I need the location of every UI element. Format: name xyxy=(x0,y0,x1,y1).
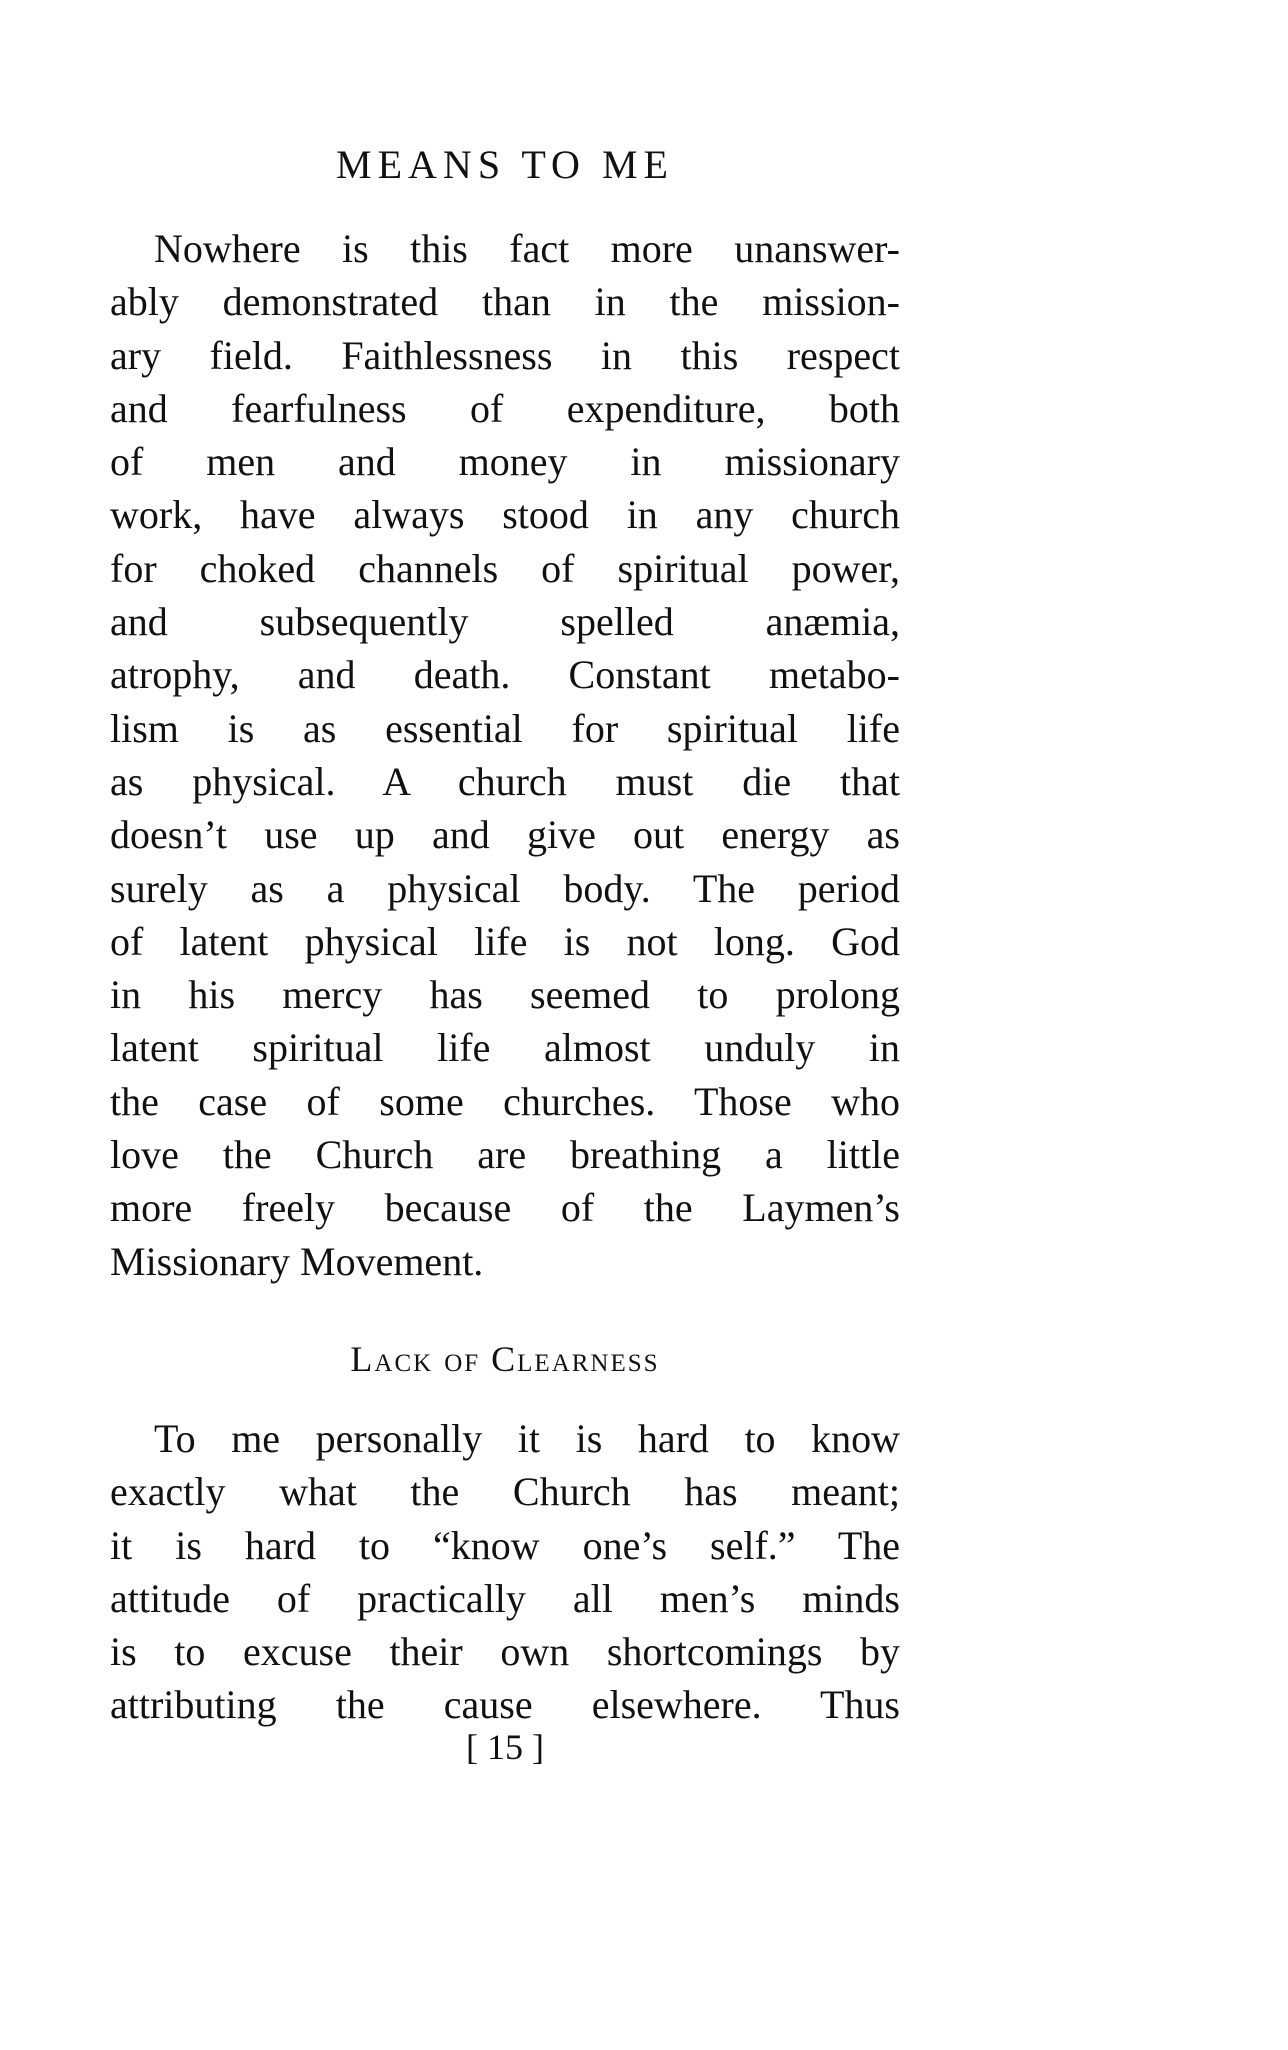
text-line: attitude of practically all men’s minds xyxy=(110,1575,900,1621)
text-line: in his mercy has seemed to prolong xyxy=(110,972,900,1018)
text-line: lism is as essential for spiritual life xyxy=(110,705,900,751)
text-line: of latent physical life is not long. God xyxy=(110,918,900,964)
text-line: atrophy, and death. Constant metabo- xyxy=(110,652,900,698)
text-line: work, have always stood in any church xyxy=(110,492,900,538)
text-line: attributing the cause elsewhere. Thus xyxy=(110,1682,900,1728)
text-line: ably demonstrated than in the mission- xyxy=(110,279,900,325)
text-line: of men and money in missionary xyxy=(110,439,900,485)
text-line: latent spiritual life almost unduly in xyxy=(110,1025,900,1071)
text-line: more freely because of the Laymen’s xyxy=(110,1185,900,1231)
text-line: for choked channels of spiritual power, xyxy=(110,545,900,591)
text-line: Missionary Movement. xyxy=(110,1238,484,1284)
paragraph-two xyxy=(110,1412,900,1732)
text-line: love the Church are breathing a little xyxy=(110,1132,900,1178)
section-heading: Lack of Clearness xyxy=(350,1339,660,1379)
text-line: it is hard to “know one’s self.” The xyxy=(110,1522,900,1568)
text-line: Nowhere is this fact more unanswer- xyxy=(154,226,900,271)
paragraph-one xyxy=(110,222,900,1288)
text-line: is to excuse their own shortcomings by xyxy=(110,1629,900,1675)
text-line: and fearfulness of expenditure, both xyxy=(110,385,900,431)
text-line: as physical. A church must die that xyxy=(110,758,900,804)
text-line: surely as a physical body. The period xyxy=(110,865,900,911)
text-line: ary field. Faithlessness in this respect xyxy=(110,332,900,378)
text-line: and subsequently spelled anæmia, xyxy=(110,599,900,645)
running-head: MEANS TO ME xyxy=(336,142,674,187)
page-number: [ 15 ] xyxy=(466,1727,544,1767)
text-line: doesn’t use up and give out energy as xyxy=(110,812,900,858)
text-line: the case of some churches. Those who xyxy=(110,1078,900,1124)
text-line: To me personally it is hard to know xyxy=(154,1416,900,1461)
text-line: exactly what the Church has meant; xyxy=(110,1469,900,1515)
